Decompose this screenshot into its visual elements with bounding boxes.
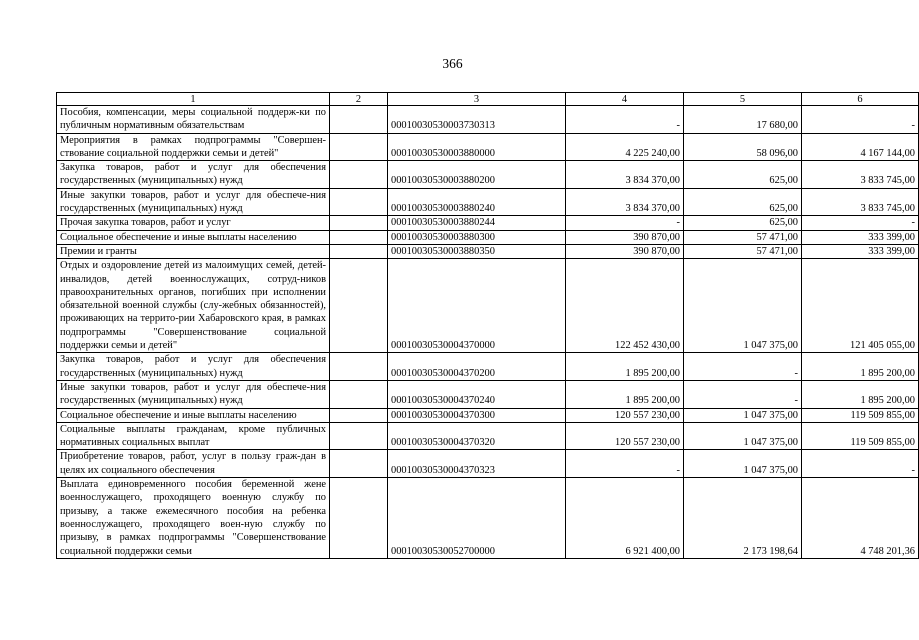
row-name: Иные закупки товаров, работ и услуг для обеспече-ния государственных (муниципальных) нужд (57, 188, 330, 216)
row-value-col5: 57 471,00 (684, 230, 802, 244)
row-value-col6: - (802, 216, 919, 230)
col-header-2: 2 (330, 93, 388, 106)
row-code: 00010030530004370240 (388, 380, 566, 408)
col-header-1: 1 (57, 93, 330, 106)
col-header-4: 4 (566, 93, 684, 106)
row-name: Премии и гранты (57, 244, 330, 258)
row-value-col6: 1 895 200,00 (802, 353, 919, 381)
row-name: Иные закупки товаров, работ и услуг для обеспече-ния государственных (муниципальных) нужд (57, 380, 330, 408)
row-col2 (330, 422, 388, 450)
row-value-col4: 3 834 370,00 (566, 161, 684, 189)
row-col2 (330, 450, 388, 478)
row-col2 (330, 380, 388, 408)
row-name: Социальные выплаты гражданам, кроме публичных нормативных социальных выплат (57, 422, 330, 450)
row-col2 (330, 478, 388, 559)
row-value-col4: 4 225 240,00 (566, 133, 684, 161)
table-row (57, 230, 919, 244)
table-row (57, 478, 919, 559)
row-code: 00010030530003730313 (388, 106, 566, 134)
row-name: Пособия, компенсации, меры социальной поддерж-ки по публичным нормативным обязательствам (57, 106, 330, 134)
row-value-col6: 333 399,00 (802, 230, 919, 244)
row-col2 (330, 188, 388, 216)
row-value-col4: - (566, 450, 684, 478)
page-number: 366 (442, 56, 463, 71)
col-header-3: 3 (388, 93, 566, 106)
row-value-col5: 625,00 (684, 188, 802, 216)
row-code: 00010030530004370300 (388, 408, 566, 422)
row-value-col6: 119 509 855,00 (802, 422, 919, 450)
row-value-col5: - (684, 353, 802, 381)
row-name: Социальное обеспечение и иные выплаты населению (57, 408, 330, 422)
table-row (57, 422, 919, 450)
row-name: Выплата единовременного пособия беременной жене военнослужащего, проходящего военную службу по призыву, а также ежемесячного пособия на ребенка военнослужащего, проходящего воен-ную службу по призыву, в рамках подпрограммы "Совершенствование социальной поддержки семьи (57, 478, 330, 559)
row-code: 00010030530003880300 (388, 230, 566, 244)
row-value-col4: 120 557 230,00 (566, 422, 684, 450)
row-value-col4: - (566, 216, 684, 230)
row-value-col6: - (802, 106, 919, 134)
table-row (57, 106, 919, 134)
row-value-col6: 4 167 144,00 (802, 133, 919, 161)
row-code: 00010030530004370000 (388, 259, 566, 353)
table-row (57, 216, 919, 230)
table-row (57, 380, 919, 408)
row-value-col4: 6 921 400,00 (566, 478, 684, 559)
table-row (57, 161, 919, 189)
table-row (57, 188, 919, 216)
row-value-col6: 1 895 200,00 (802, 380, 919, 408)
table-row (57, 450, 919, 478)
table-row (57, 259, 919, 353)
table-row (57, 353, 919, 381)
table-row (57, 133, 919, 161)
table-row (57, 244, 919, 258)
row-col2 (330, 230, 388, 244)
row-value-col5: 1 047 375,00 (684, 408, 802, 422)
row-value-col5: 1 047 375,00 (684, 422, 802, 450)
row-value-col5: 17 680,00 (684, 106, 802, 134)
table-row (57, 408, 919, 422)
col-header-6: 6 (802, 93, 919, 106)
row-value-col5: 1 047 375,00 (684, 450, 802, 478)
row-code: 00010030530004370323 (388, 450, 566, 478)
row-value-col4: 1 895 200,00 (566, 353, 684, 381)
row-code: 00010030530004370320 (388, 422, 566, 450)
row-name: Закупка товаров, работ и услуг для обеспечения государственных (муниципальных) нужд (57, 161, 330, 189)
row-value-col6: 4 748 201,36 (802, 478, 919, 559)
header-row (57, 93, 919, 106)
row-value-col4: 3 834 370,00 (566, 188, 684, 216)
row-col2 (330, 133, 388, 161)
row-name: Прочая закупка товаров, работ и услуг (57, 216, 330, 230)
row-code: 00010030530003880200 (388, 161, 566, 189)
row-name: Социальное обеспечение и иные выплаты населению (57, 230, 330, 244)
row-value-col6: - (802, 450, 919, 478)
budget-table (56, 92, 919, 559)
row-code: 00010030530003880240 (388, 188, 566, 216)
row-value-col6: 333 399,00 (802, 244, 919, 258)
row-value-col4: - (566, 106, 684, 134)
row-value-col4: 122 452 430,00 (566, 259, 684, 353)
row-value-col5: 57 471,00 (684, 244, 802, 258)
row-value-col5: 1 047 375,00 (684, 259, 802, 353)
row-name: Мероприятия в рамках подпрограммы "Совершен-ствование социальной поддержки семьи и детей" (57, 133, 330, 161)
row-code: 00010030530003880000 (388, 133, 566, 161)
row-col2 (330, 106, 388, 134)
row-value-col6: 119 509 855,00 (802, 408, 919, 422)
row-value-col5: 58 096,00 (684, 133, 802, 161)
row-col2 (330, 353, 388, 381)
row-col2 (330, 216, 388, 230)
row-value-col5: 625,00 (684, 161, 802, 189)
row-name: Отдых и оздоровление детей из малоимущих семей, детей-инвалидов, детей военнослужащих, сотруд-ников правоохранительных органов, погибших при исполнении обязательной военной службы (слу-жебных обязанностей), проживающих на террито-рии Хабаровского края, в рамках подпрограммы "Совершенствование социальной поддержки семьи и детей" (57, 259, 330, 353)
row-value-col4: 390 870,00 (566, 230, 684, 244)
row-value-col4: 120 557 230,00 (566, 408, 684, 422)
row-value-col4: 390 870,00 (566, 244, 684, 258)
row-col2 (330, 408, 388, 422)
row-value-col5: 2 173 198,64 (684, 478, 802, 559)
row-code: 00010030530004370200 (388, 353, 566, 381)
row-code: 00010030530052700000 (388, 478, 566, 559)
row-code: 00010030530003880350 (388, 244, 566, 258)
row-col2 (330, 244, 388, 258)
row-name: Приобретение товаров, работ, услуг в пользу граж-дан в целях их социального обеспечения (57, 450, 330, 478)
row-value-col6: 3 833 745,00 (802, 161, 919, 189)
row-code: 00010030530003880244 (388, 216, 566, 230)
col-header-5: 5 (684, 93, 802, 106)
row-col2 (330, 161, 388, 189)
row-value-col6: 3 833 745,00 (802, 188, 919, 216)
row-name: Закупка товаров, работ и услуг для обеспечения государственных (муниципальных) нужд (57, 353, 330, 381)
row-col2 (330, 259, 388, 353)
row-value-col6: 121 405 055,00 (802, 259, 919, 353)
row-value-col5: - (684, 380, 802, 408)
row-value-col5: 625,00 (684, 216, 802, 230)
row-value-col4: 1 895 200,00 (566, 380, 684, 408)
